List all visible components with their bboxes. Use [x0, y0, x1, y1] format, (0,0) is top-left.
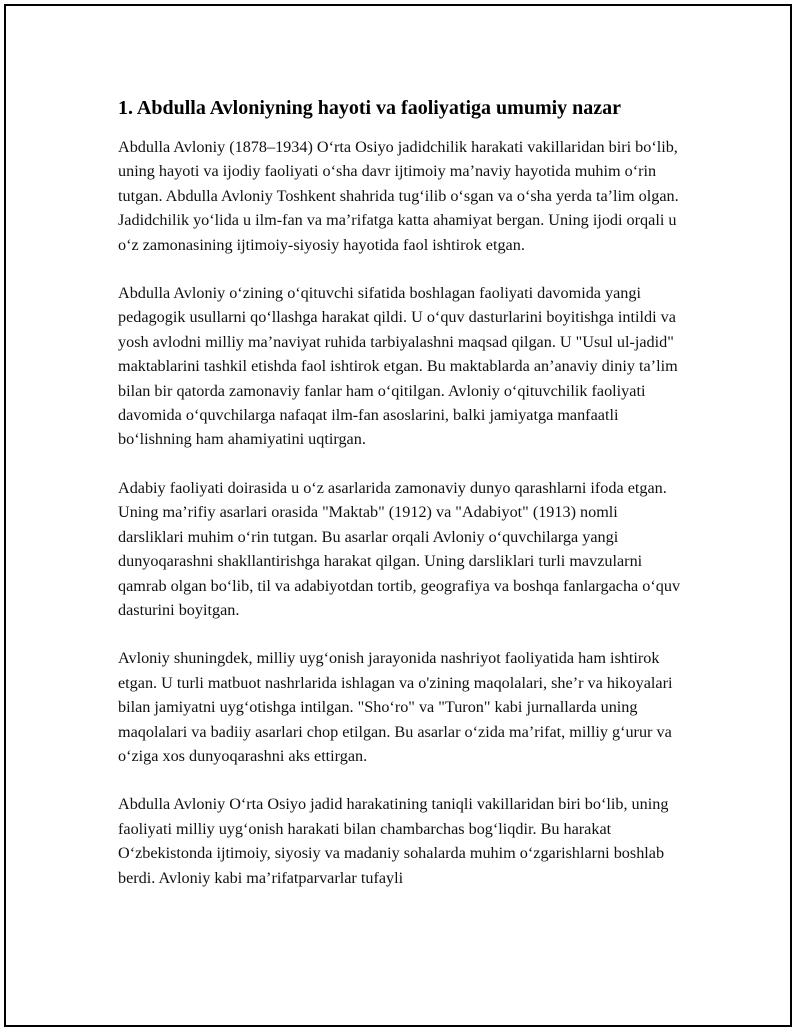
section-heading: 1. Abdulla Avloniyning hayoti va faoliyatiga umumiy nazar — [118, 97, 622, 119]
paragraph-4: Avloniy shuningdek, milliy uyg‘onish jarayonida nashriyot faoliyatida ham ishtirok etgan. U turli matbuot nashrlarida ishlagan va o'zining maqolalari, she’r va hikoyalari bilan jamiyatni uyg‘otishga intilgan. "Sho‘ro" va "Turon" kabi jurnallarda uning maqolalari va badiiy asarlari chop etilgan. Bu asarlar o‘zida ma’rifat, milliy g‘urur va o‘ziga xos dunyoqarashni aks ettirgan. — [118, 649, 673, 765]
document-body — [118, 94, 686, 914]
paragraph-5: Abdulla Avloniy O‘rta Osiyo jadid harakatining taniqli vakillaridan biri bo‘lib, uning faoliyati milliy uyg‘onish harakati bilan chambarchas bog‘liqdir. Bu harakat O‘zbekistonda ijtimoiy, siyosiy va madaniy sohalarda muhim o‘zgarishlarni boshlab berdi. Avloniy kabi ma’rifatparvarlar tufayli — [118, 795, 669, 887]
paragraph-2: Abdulla Avloniy o‘zining o‘qituvchi sifatida boshlagan faoliyati davomida yangi pedagogik usullarni qo‘llashga harakat qildi. U o‘quv dasturlarini boyitishga intildi va yosh avlodni milliy ma’naviyat ruhida tarbiyalashni maqsad qilgan. U "Usul ul-jadid" maktablarini tashkil etishda faol ishtirok etgan. Bu maktablarda an’anaviy diniy ta’lim bilan bir qatorda zamonaviy fanlar ham o‘qitilgan. Avloniy o‘qituvchilik faoliyati davomida o‘quvchilarga nafaqat ilm-fan asoslarini, balki jamiyatga manfaatli bo‘lishning ham ahamiyatini uqtirgan. — [118, 284, 678, 449]
paragraph-1: Abdulla Avloniy (1878–1934) O‘rta Osiyo jadidchilik harakati vakillaridan biri bo‘lib, uning hayoti va ijodiy faoliyati o‘sha davr ijtimoiy ma’naviy hayotida muhim o‘rin tutgan. Abdulla Avloniy Toshkent shahrida tug‘ilib o‘sgan va o‘sha yerda ta’lim olgan. Jadidchilik yo‘lida u ilm-fan va ma’rifatga katta ahamiyat bergan. Uning ijodi orqali u o‘z zamonasining ijtimoiy-siyosiy hayotida faol ishtirok etgan. — [118, 138, 679, 254]
paragraph-3: Adabiy faoliyati doirasida u o‘z asarlarida zamonaviy dunyo qarashlarni ifoda etgan. Uning ma’rifiy asarlari orasida "Maktab" (1912) va "Adabiyot" (1913) nomli darsliklari muhim o‘rin tutgan. Bu asarlar orqali Avloniy o‘quvchilarga yangi dunyoqarashni shakllantirishga harakat qilgan. Uning darsliklari turli mavzularni qamrab olgan bo‘lib, til va adabiyotdan tortib, geografiya va boshqa fanlargacha o‘quv dasturini boyitgan. — [118, 478, 681, 619]
